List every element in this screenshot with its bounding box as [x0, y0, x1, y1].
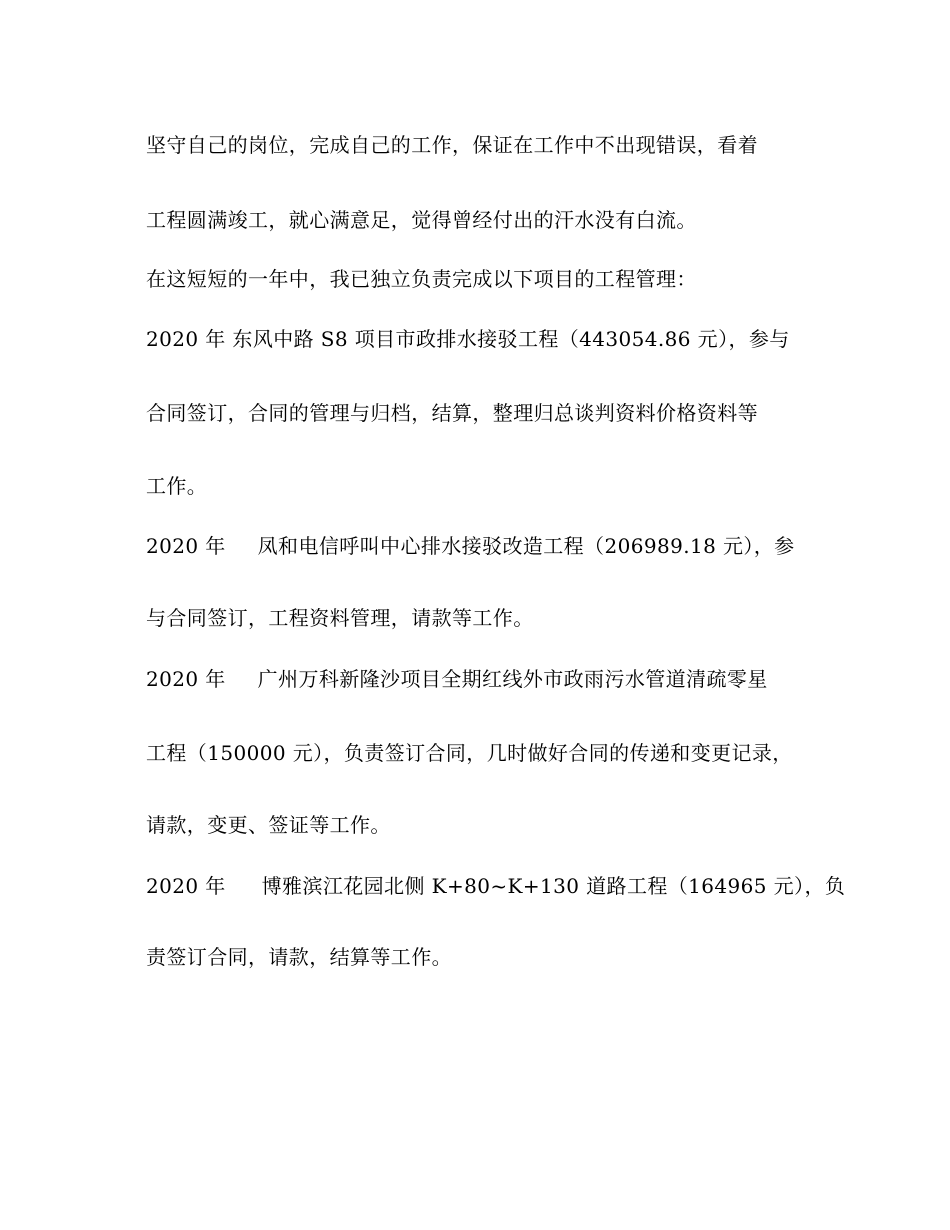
paragraph-line: 工程圆满竣工，就心满意足，觉得曾经付出的汗水没有白流。 [146, 208, 697, 232]
project-line [146, 534, 795, 558]
project-year: 2020 年 [146, 534, 226, 558]
project-year: 2020 年 [146, 874, 226, 898]
project-line [146, 667, 768, 691]
project-line [146, 874, 845, 898]
paragraph-line: 责签订合同，请款，结算等工作。 [146, 945, 452, 969]
paragraph-line: 合同签订，合同的管理与归档，结算，整理归总谈判资料价格资料等 [146, 401, 758, 425]
paragraph-line: 请款，变更、签证等工作。 [146, 813, 391, 837]
paragraph-line: 在这短短的一年中，我已独立负责完成以下项目的工程管理： [146, 267, 697, 291]
project-description: 广州万科新隆沙项目全期红线外市政雨污水管道清疏零星 [257, 667, 768, 691]
project-description: 博雅滨江花园北侧 K+80~K+130 道路工程（164965 元），负 [261, 874, 846, 898]
paragraph-line: 工程（150000 元），负责签订合同，几时做好合同的传递和变更记录， [146, 741, 793, 765]
paragraph-line: 工作。 [146, 474, 208, 498]
project-year: 2020 年 [146, 667, 226, 691]
paragraph-line: 坚守自己的岗位，完成自己的工作，保证在工作中不出现错误，看着 [146, 133, 758, 157]
project-description: 凤和电信呼叫中心排水接驳改造工程（206989.18 元），参 [257, 534, 795, 558]
project-line: 2020 年 东风中路 S8 项目市政排水接驳工程（443054.86 元），参与 [146, 327, 790, 351]
paragraph-line: 与合同签订，工程资料管理，请款等工作。 [146, 606, 534, 630]
